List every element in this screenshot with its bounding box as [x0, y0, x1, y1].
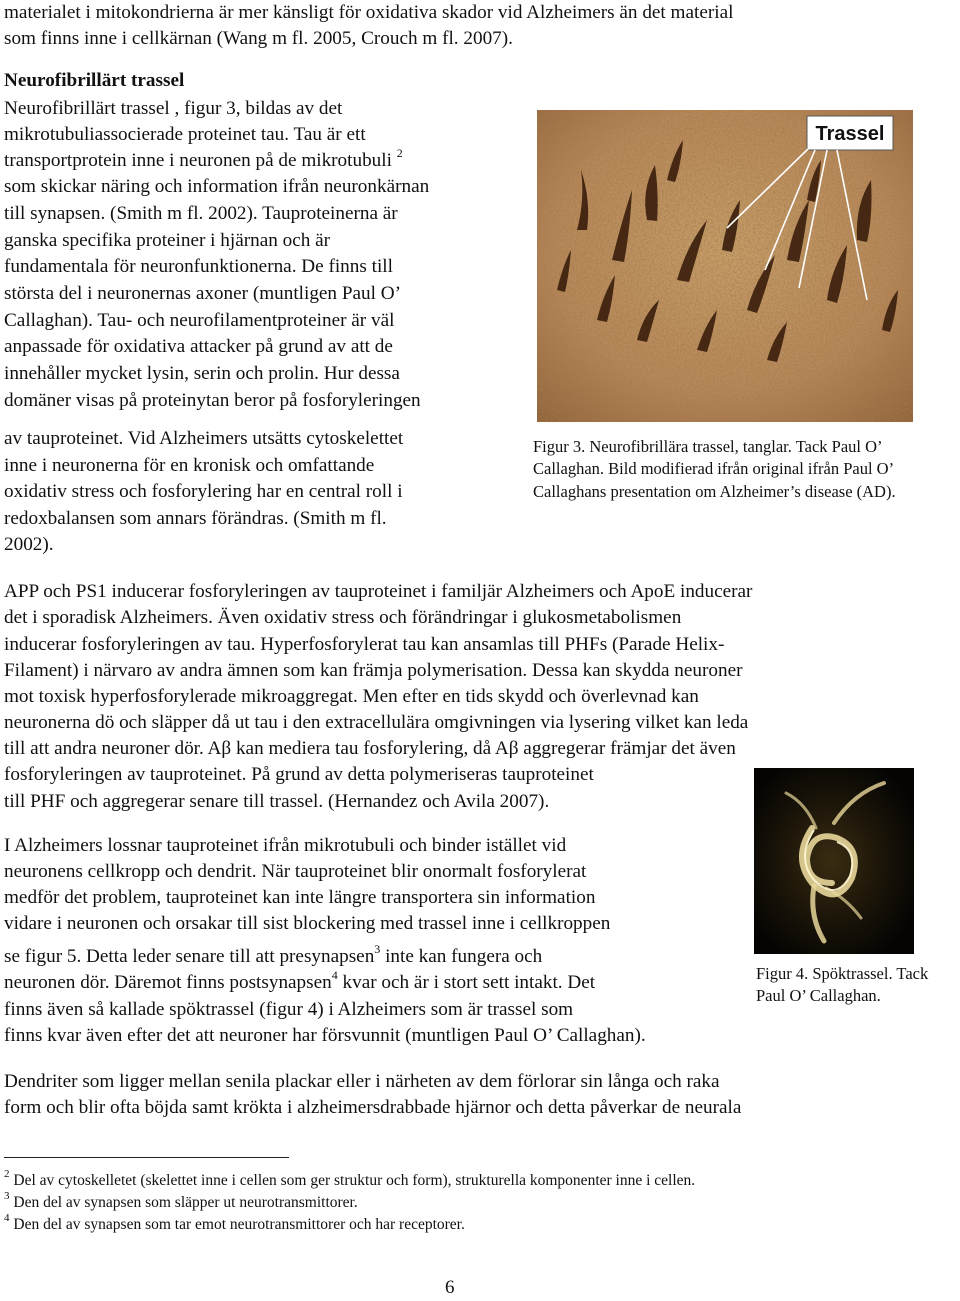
body-text-line: som skickar näring och information ifrån neuronkärnan: [4, 176, 430, 197]
body-text-line: mikrotubuliassocierade proteinet tau. Tau är ett: [4, 124, 366, 145]
footnote-separator: [4, 1157, 289, 1158]
body-text-line: neuronen dör. Däremot finns postsynapsen$^4$ kvar och är i stort sett intakt. Det: [4, 967, 596, 993]
body-text-line: fosforyleringen av tauproteinet. På grund av detta polymeriseras tauproteinet: [4, 764, 594, 785]
body-text-line: redoxbalansen som annars förändras. (Smith m fl.: [4, 508, 387, 529]
body-text-line: Filament) i närvaro av andra ämnen som kan främja polymerisation. Dessa kan skydda neuroner: [4, 660, 743, 681]
body-text-line: största del i neuronernas axoner (muntligen Paul O’: [4, 283, 401, 304]
body-text-line: Callaghan). Tau- och neurofilamentproteiner är väl: [4, 310, 395, 331]
section-heading: Neurofibrillärt trassel: [4, 70, 185, 91]
body-text-line: anpassade för oxidativa attacker på grund av att de: [4, 336, 393, 357]
body-text-line: Dendriter som ligger mellan senila plackar eller i närheten av dem förlorar sin långa och raka: [4, 1071, 720, 1092]
body-text-line: form och blir ofta böjda samt krökta i alzheimersdrabbade hjärnor och detta påverkar de neurala: [4, 1097, 742, 1118]
body-text-line: neuronerna dö och släpper då ut tau i den extracellulära omgivningen via lysering vilket kan leda: [4, 712, 749, 733]
footnote: $^2$ Del av cytoskelletet (skelettet inne i cellen som ger struktur och form), strukturella komponenter inne i cellen.: [4, 1167, 696, 1189]
body-text-line: innehåller mycket lysin, serin och prolin. Hur dessa: [4, 363, 400, 384]
body-text-line: se figur 5. Detta leder senare till att presynapsen$^3$ inte kan fungera och: [4, 941, 543, 967]
body-text-line: finns även så kallade spöktrassel (figur 4) i Alzheimers som är trassel som: [4, 999, 574, 1020]
footnote: $^3$ Den del av synapsen som släpper ut neurotransmittorer.: [4, 1189, 358, 1211]
figure-4-caption-line: Figur 4. Spöktrassel. Tack: [756, 964, 929, 983]
body-text-line: till synapsen. (Smith m fl. 2002). Tauproteinerna är: [4, 203, 398, 224]
figure-3-caption-line: Callaghan. Bild modifierad ifrån original ifrån Paul O’: [533, 459, 895, 478]
body-text-line: fundamentala för neuronfunktionerna. De finns till: [4, 256, 393, 277]
page-number: 6: [445, 1277, 455, 1298]
body-text-line: neuronens cellkropp och dendrit. När tauproteinet blir onormalt fosforylerat: [4, 861, 587, 882]
body-text-line: domäner visas på proteinytan beror på fosforyleringen: [4, 390, 421, 411]
figure-3-caption-line: Figur 3. Neurofibrillära trassel, tanglar. Tack Paul O’: [533, 437, 883, 456]
figure-3-label: Trassel: [815, 123, 885, 145]
body-text-line: Neurofibrillärt trassel , figur 3, bildas av det: [4, 98, 343, 119]
body-text-line: vidare i neuronen och orsakar till sist blockering med trassel inne i cellkroppen: [4, 913, 611, 934]
footnote-ref[interactable]: 4: [331, 967, 338, 982]
body-text-line: inne i neuronerna för en kronisk och omfattande: [4, 455, 375, 476]
body-text-line: det i sporadisk Alzheimers. Även oxidativ stress och förändringar i glukosmetabolismen: [4, 607, 682, 628]
body-text-line: transportprotein inne i neuronen på de mikrotubuli $^2$: [4, 145, 403, 171]
body-text-line: inducerar fosforyleringen av tau. Hyperfosforylerat tau kan ansamlas till PHFs (Parade Helix-: [4, 634, 725, 655]
body-text-line: 2002).: [4, 534, 54, 555]
body-text-line: medför det problem, tauproteinet kan inte längre transportera sin information: [4, 887, 596, 908]
body-text-line: finns kvar även efter det att neuroner har försvunnit (muntligen Paul O’ Callaghan).: [4, 1025, 646, 1046]
body-text-line: materialet i mitokondrierna är mer känsligt för oxidativa skador vid Alzheimers än det material: [4, 2, 734, 23]
body-text-line: av tauproteinet. Vid Alzheimers utsätts cytoskelettet: [4, 428, 404, 449]
figure-3-caption-line: Callaghans presentation om Alzheimer’s disease (AD).: [533, 482, 896, 501]
figure-3-micrograph: [537, 110, 913, 422]
body-text-line: APP och PS1 inducerar fosforyleringen av tauproteinet i familjär Alzheimers och ApoE inducerar: [4, 581, 753, 602]
figure-4-micrograph: [754, 768, 914, 954]
body-text-line: till att andra neuroner dör. Aβ kan mediera tau fosforylering, då Aβ aggregerar främjar det även: [4, 738, 736, 759]
footnote: $^4$ Den del av synapsen som tar emot neurotransmittorer och har receptorer.: [4, 1211, 465, 1233]
body-text-line: mot toxisk hyperfosforylerade mikroaggregat. Men efter en tids skydd och överlevnad kan: [4, 686, 699, 707]
body-text-line: oxidativ stress och fosforylering har en central roll i: [4, 481, 403, 502]
body-text-line: som finns inne i cellkärnan (Wang m fl. 2005, Crouch m fl. 2007).: [4, 28, 513, 49]
figure-4-caption-line: Paul O’ Callaghan.: [756, 986, 881, 1005]
footnote-ref[interactable]: 3: [374, 941, 381, 956]
body-text-line: till PHF och aggregerar senare till trassel. (Hernandez och Avila 2007).: [4, 791, 550, 812]
footnote-ref[interactable]: 2: [396, 145, 403, 160]
body-text-line: ganska specifika proteiner i hjärnan och är: [4, 230, 331, 251]
body-text-line: I Alzheimers lossnar tauproteinet ifrån mikrotubuli och binder istället vid: [4, 835, 567, 856]
